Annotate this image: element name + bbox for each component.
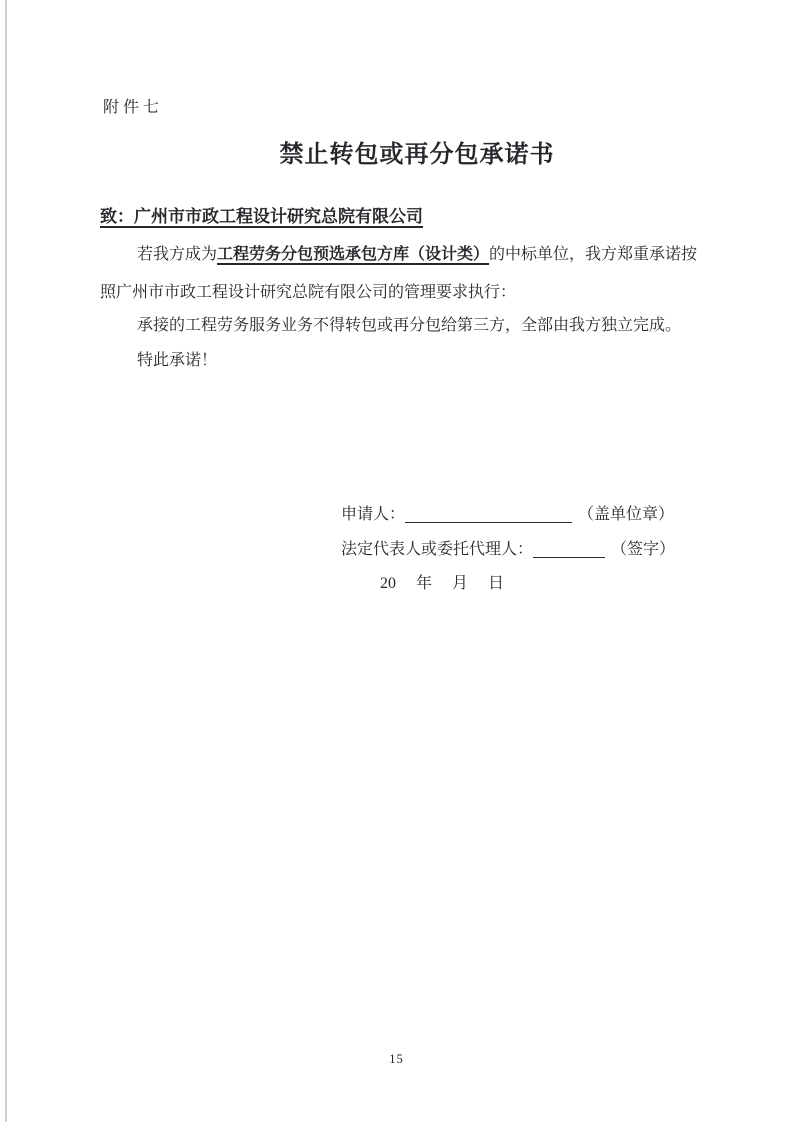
- date-month-label: 月: [452, 575, 469, 592]
- paragraph1-suffix: 的中标单位，我方郑重承诺按: [489, 246, 698, 263]
- date-day-label: 日: [488, 575, 505, 592]
- paragraph1-prefix: 若我方成为: [137, 246, 218, 263]
- commitment-paragraph2: 承接的工程劳务服务业务不得转包或再分包给第三方，全部由我方独立完成。: [137, 317, 682, 334]
- signature-representative-line: [341, 540, 675, 560]
- commitment-closing: 特此承诺！: [137, 352, 218, 369]
- sign-note: （签字）: [611, 541, 676, 558]
- signature-applicant-line: [341, 505, 674, 525]
- stamp-note: （盖单位章）: [578, 506, 675, 523]
- signature-date-line: [380, 574, 504, 594]
- page-number: 15: [389, 1052, 404, 1066]
- applicant-label: 申请人：: [341, 506, 406, 523]
- underlined-project-name: 工程劳务分包预选承包方库（设计类）: [217, 246, 490, 263]
- representative-label: 法定代表人或委托代理人：: [341, 541, 534, 558]
- commitment-paragraph-line1: [100, 244, 697, 266]
- commitment-paragraph-line2: 照广州市市政工程设计研究总院有限公司的管理要求执行：: [100, 284, 517, 301]
- applicant-blank-line: [405, 506, 572, 523]
- attachment-label: 附件七: [103, 99, 164, 116]
- document-title: 禁止转包或再分包承诺书: [279, 142, 555, 168]
- representative-blank-line: [533, 541, 605, 558]
- date-year-label: 年: [416, 575, 433, 592]
- date-year-prefix: 20: [380, 575, 396, 592]
- recipient-line: 致：广州市市政工程设计研究总院有限公司: [100, 207, 423, 226]
